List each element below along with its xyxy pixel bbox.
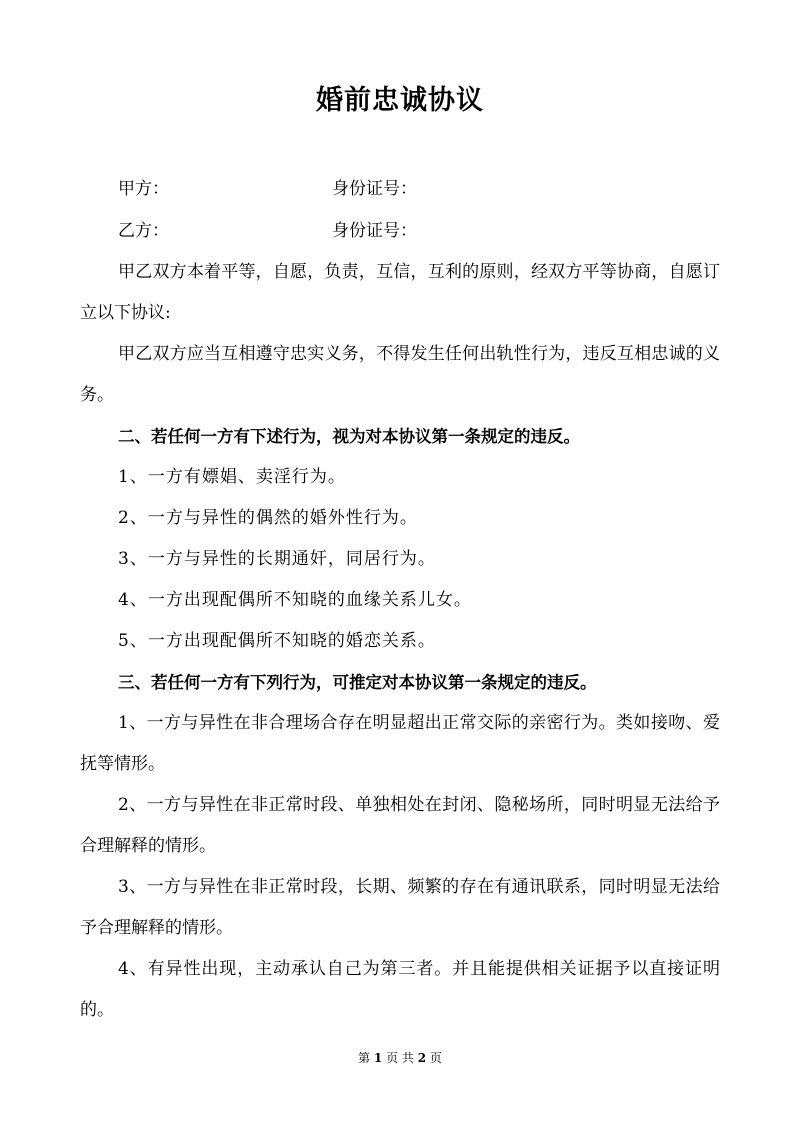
- footer-current-page: 1: [373, 1051, 383, 1065]
- list-item: 2、一方与异性在非正常时段、单独相处在封闭、隐秘场所，同时明显无法给予合理解释的情形。: [80, 795, 720, 856]
- paragraph: 甲乙双方本着平等，自愿，负责，互信，互利的原则，经双方平等协商，自愿订立以下协议:: [80, 262, 720, 323]
- section-heading: 二、若任何一方有下述行为，视为对本协议第一条规定的违反。: [118, 427, 580, 446]
- list-item: 3、一方与异性的长期通奸，同居行为。: [118, 549, 436, 569]
- paragraph: 甲乙双方应当互相遵守忠实义务，不得发生任何出轨性行为，违反互相忠诚的义务。: [80, 344, 720, 405]
- party-a-label: 甲方：: [118, 179, 169, 199]
- document-title: 婚前忠诚协议: [316, 85, 484, 116]
- list-item: 4、一方出现配偶所不知晓的血缘关系儿女。: [118, 590, 472, 610]
- footer-middle: 页 共: [386, 1051, 414, 1065]
- party-b-label: 乙方：: [118, 221, 169, 241]
- list-item: 1、一方有嫖娼、卖淫行为。: [118, 467, 346, 487]
- section-heading: 三、若任何一方有下列行为，可推定对本协议第一条规定的违反。: [118, 673, 597, 692]
- party-a-id-label: 身份证号：: [332, 179, 417, 199]
- footer-suffix: 页: [429, 1051, 442, 1065]
- footer-total-pages: 2: [417, 1051, 427, 1065]
- list-item: 3、一方与异性在非正常时段，长期、频繁的存在有通讯联系，同时明显无法给予合理解释的情形。: [80, 877, 720, 938]
- party-b-id-label: 身份证号：: [332, 221, 417, 241]
- document-body: [80, 252, 720, 1031]
- page-footer: [0, 1049, 800, 1066]
- list-item: 5、一方出现配偶所不知晓的婚恋关系。: [118, 631, 436, 651]
- list-item: 1、一方与异性在非合理场合存在明显超出正常交际的亲密行为。类如接吻、爱抚等情形。: [80, 713, 720, 774]
- footer-prefix: 第: [358, 1051, 371, 1065]
- list-item: 2、一方与异性的偶然的婚外性行为。: [118, 508, 418, 528]
- list-item: 4、有异性出现，主动承认自己为第三者。并且能提供相关证据予以直接证明的。: [80, 959, 720, 1020]
